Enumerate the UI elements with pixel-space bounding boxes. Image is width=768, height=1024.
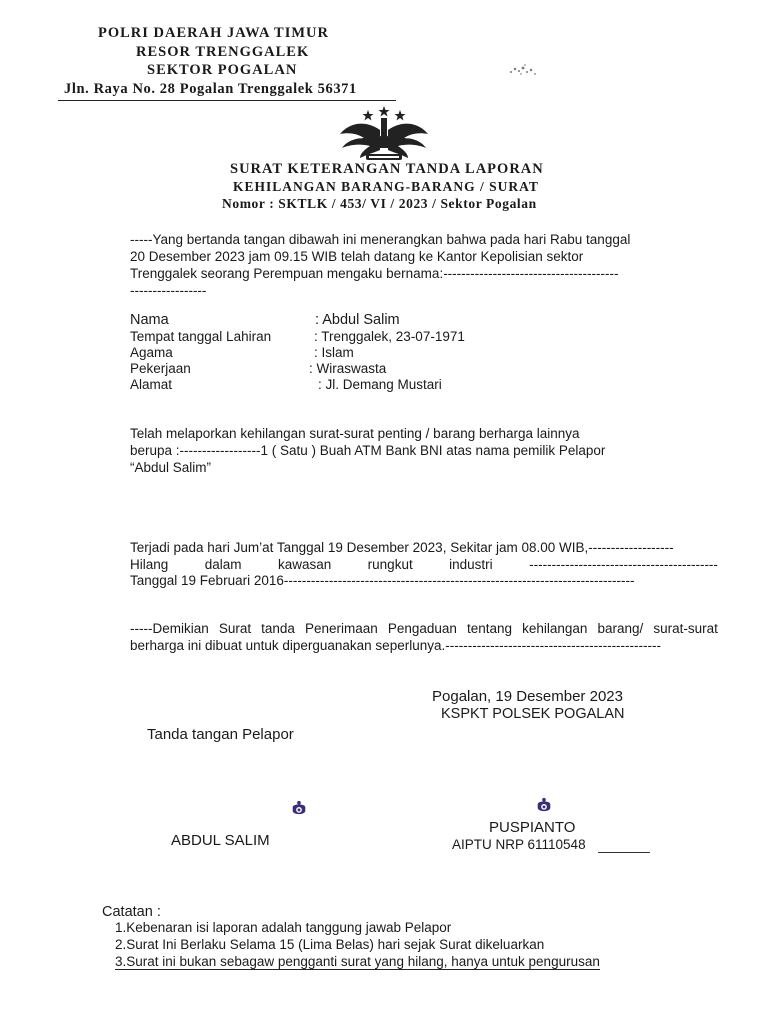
closing-word: Penerimaan: [305, 621, 378, 636]
officer-name: PUSPIANTO: [489, 819, 576, 836]
event-word: dalam: [204, 557, 242, 572]
event-word: ------------------------------------------: [529, 557, 718, 572]
reporter-signature-label: Tanda tangan Pelapor: [147, 726, 294, 743]
closing-word: Surat: [218, 621, 252, 636]
scan-smudge: [505, 60, 545, 82]
closing-word: Pengaduan: [387, 621, 457, 636]
event-line-2: [130, 556, 718, 573]
intro-line-3: Trenggalek seorang Perempuan mengaku bernama:---------------------------------------: [130, 266, 619, 281]
small-police-emblem-icon: [290, 800, 308, 818]
closing-word: barang/: [597, 621, 644, 636]
report-line-2: berupa :------------------1 ( Satu ) Buah ATM Bank BNI atas nama pemilik Pelapor: [130, 443, 606, 458]
label-agama: Agama: [130, 345, 173, 360]
officer-rank: AIPTU NRP 61110548: [452, 837, 586, 852]
note-item-1: 1.Kebenaran isi laporan adalah tanggung jawab Pelapor: [115, 920, 452, 935]
event-line-3: Tanggal 19 Februari 2016------------------------------------------------------------------------------: [130, 573, 635, 588]
letterhead-line-3: SEKTOR POGALAN: [147, 62, 298, 78]
closing-word: tentang: [467, 621, 513, 636]
closing-word: surat-surat: [653, 621, 718, 636]
closing-word: -----Demikian: [130, 621, 209, 636]
notes-heading: Catatan :: [102, 904, 161, 920]
label-pekerjaan: Pekerjaan: [130, 361, 191, 376]
letterhead-line-1: POLRI DAERAH JAWA TIMUR: [98, 25, 329, 41]
label-alamat: Alamat: [130, 377, 173, 392]
event-word: industri: [449, 557, 493, 572]
label-ttl: Tempat tanggal Lahiran: [130, 329, 272, 344]
small-police-emblem-icon: [535, 797, 553, 815]
value-pekerjaan: : Wiraswasta: [309, 361, 387, 376]
value-alamat: : Jl. Demang Mustari: [318, 377, 442, 392]
value-ttl: : Trenggalek, 23-07-1971: [314, 329, 465, 344]
event-word: rungkut: [367, 557, 413, 572]
note-item-2: 2.Surat Ini Berlaku Selama 15 (Lima Belas) hari sejak Surat dikeluarkan: [115, 937, 545, 952]
report-line-1: Telah melaporkan kehilangan surat-surat penting / barang berharga lainnya: [130, 426, 580, 441]
officer-rank-underline: [598, 852, 650, 853]
letterhead-address: Jln. Raya No. 28 Pogalan Trenggalek 56371: [64, 81, 357, 97]
letterhead-line-2: RESOR TRENGGALEK: [136, 44, 310, 60]
report-line-3: “Abdul Salim”: [130, 460, 212, 475]
closing-word: kehilangan: [522, 621, 588, 636]
document-subtitle: KEHILANGAN BARANG-BARANG / SURAT: [233, 179, 539, 194]
event-word: kawasan: [277, 557, 332, 572]
note-item-3: 3.Surat ini bukan sebagaw pengganti surat yang hilang, hanya untuk pengurusan: [115, 954, 600, 969]
closing-word: tanda: [261, 621, 295, 636]
intro-line-1: -----Yang bertanda tangan dibawah ini menerangkan bahwa pada hari Rabu tanggal: [130, 232, 631, 247]
closing-line-1: [130, 620, 718, 637]
value-agama: : Islam: [314, 345, 354, 360]
letterhead-rule: [58, 100, 396, 101]
event-line-1: Terjadi pada hari Jum’at Tanggal 19 Desember 2023, Sekitar jam 08.00 WIB,-------------------: [130, 540, 674, 555]
place-date: Pogalan, 19 Desember 2023: [432, 688, 623, 705]
intro-line-2: 20 Desember 2023 jam 09.15 WIB telah datang ke Kantor Kepolisian sektor: [130, 249, 584, 264]
document-title: SURAT KETERANGAN TANDA LAPORAN: [230, 161, 544, 177]
office-name: KSPKT POLSEK POGALAN: [441, 706, 625, 722]
police-emblem-icon: [336, 104, 432, 162]
closing-line-2: berharga ini dibuat untuk diperguanakan seperlunya.------------------------------------------------: [130, 638, 662, 653]
document-number: Nomor : SKTLK / 453/ VI / 2023 / Sektor Pogalan: [222, 196, 537, 211]
value-nama: : Abdul Salim: [315, 312, 400, 328]
intro-line-4: -----------------: [130, 283, 207, 298]
event-word: Hilang: [130, 557, 169, 572]
reporter-name: ABDUL SALIM: [171, 832, 270, 849]
label-nama: Nama: [130, 312, 169, 328]
